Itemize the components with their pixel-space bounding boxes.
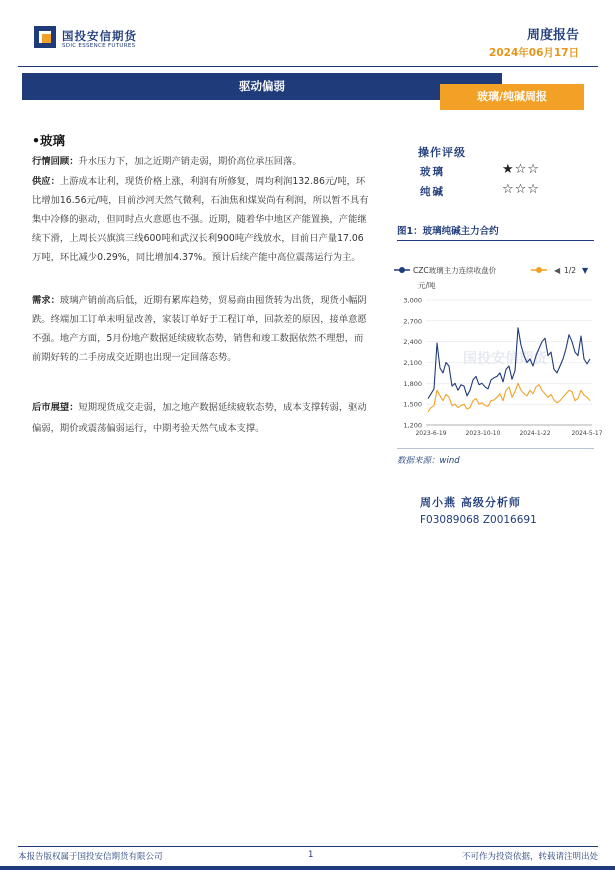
paragraph-text: 玻璃产销前高后低，近期有累库趋势，贸易商由囤货转为出货，现货小幅阴跌。终端加工订单未明显改善，家装订单好于工程订单，回款差的原因，接单意愿不强。地产方面，5月份地产数据延续疲软态势，销售和竣工数据依然不理想，而前期好转的二手房成交近期也出现一定回落态势。: [32, 295, 367, 363]
header-divider: [18, 66, 598, 67]
paragraph-label: 供应：: [32, 176, 60, 187]
banner-title: 驱动偏弱: [239, 79, 285, 93]
y-tick-label: 3,000: [403, 296, 422, 305]
legend-page: 1/2: [564, 266, 577, 275]
x-tick-label: 2023-6-19: [415, 430, 447, 437]
paragraph-market-review: [32, 152, 372, 171]
x-tick-label: 2024-5-17: [571, 430, 603, 437]
chart-grid: [426, 300, 592, 425]
section-title-text: 玻璃: [40, 133, 66, 148]
paragraph-text: 上游成本让利，现货价格上涨，利润有所修复，周均利润132.86元/吨，环比增加16.56元/吨，目前沙河天然气微利，石油焦和煤炭尚有利润，所以暂不具有集中冷修的驱动，但同时点火意愿也不强。近期，随着华中地区产能置换，产能继续下滑，上周长兴旗滨三线600吨和武汉长利900吨产线放水，目前日产量17.06万吨，环比减少0.29%，同比增加4.37%。预计后续产能中高位震荡运行为主。: [32, 176, 369, 263]
x-tick-label: 2023-10-10: [465, 430, 501, 437]
y-tick-label: 1,800: [403, 379, 422, 388]
paragraph-text: 短期现货成交走弱，加之地产数据延续疲软态势，成本支撑转弱，驱动偏弱，期价或震荡偏弱运行，中期考验天然气成本支撑。: [32, 402, 367, 434]
price-line-chart: [388, 258, 603, 443]
footer-divider: [18, 846, 598, 847]
footer-copyright: 本报告版权属于国投安信期货有限公司: [18, 852, 163, 862]
legend-label-glass: CZC玻璃主力连续收盘价: [413, 266, 497, 275]
page-number: 1: [308, 850, 314, 860]
analyst-name: 周小燕 高级分析师: [420, 496, 521, 509]
paragraph-label: 行情回顾：: [32, 156, 79, 167]
legend-prev-icon[interactable]: ◀: [554, 266, 561, 275]
logo-text-en: SDIC ESSENCE FUTURES: [62, 43, 136, 49]
y-tick-label: 1,200: [403, 421, 422, 430]
x-axis-ticks: [415, 430, 602, 437]
section-bullet: •: [32, 133, 40, 148]
paragraph-demand: [32, 291, 372, 367]
report-date: 2024年06月17日: [489, 47, 579, 59]
series-line-soda-ash: [428, 383, 590, 412]
rating-name-glass: 玻璃: [420, 166, 445, 178]
legend-marker-soda: [536, 267, 542, 273]
paragraph-outlook: [32, 397, 372, 439]
y-tick-label: 1,500: [403, 400, 422, 409]
legend-marker-glass: [399, 267, 405, 273]
logo-text-cn: 国投安信期货: [62, 29, 137, 43]
chart-watermark: 国投安信期货: [463, 351, 547, 367]
analyst-license-ids: F03089068 Z0016691: [420, 514, 537, 526]
section-title: [32, 131, 65, 149]
figure-divider: [397, 240, 594, 241]
banner-tag: 玻璃/纯碱周报: [476, 90, 548, 103]
footer-disclaimer: 不可作为投资依据，转载请注明出处: [461, 852, 598, 862]
y-axis-unit: 元/吨: [418, 281, 436, 290]
footer-bar: [0, 866, 615, 870]
rating-title: 操作评级: [418, 146, 466, 159]
y-tick-label: 2,700: [403, 317, 422, 326]
y-axis-ticks: [403, 297, 422, 430]
chart-series: [428, 328, 590, 412]
legend-next-icon[interactable]: ▼: [582, 266, 589, 275]
figure-source: 数据来源：wind: [397, 456, 460, 466]
figure-bottom-divider: [397, 448, 594, 449]
report-type: 周度报告: [526, 28, 579, 43]
company-logo-icon: [34, 26, 56, 48]
paragraph-label: 需求：: [32, 295, 60, 306]
y-tick-label: 2,100: [403, 359, 422, 367]
rating-stars-soda-ash: ☆☆☆: [502, 182, 540, 197]
paragraph-label: 后市展望：: [32, 402, 79, 413]
rating-name-soda-ash: 纯碱: [420, 186, 445, 198]
rating-stars-glass: ★☆☆: [502, 162, 540, 177]
chart-legend: [394, 265, 589, 275]
y-tick-label: 2,400: [403, 338, 422, 347]
paragraph-text: 升水压力下，加之近期产销走弱，期价高位承压回落。: [78, 156, 302, 167]
figure-title: 图1：玻璃纯碱主力合约: [397, 226, 499, 237]
x-tick-label: 2024-1-22: [519, 430, 551, 437]
paragraph-supply: [32, 172, 372, 267]
